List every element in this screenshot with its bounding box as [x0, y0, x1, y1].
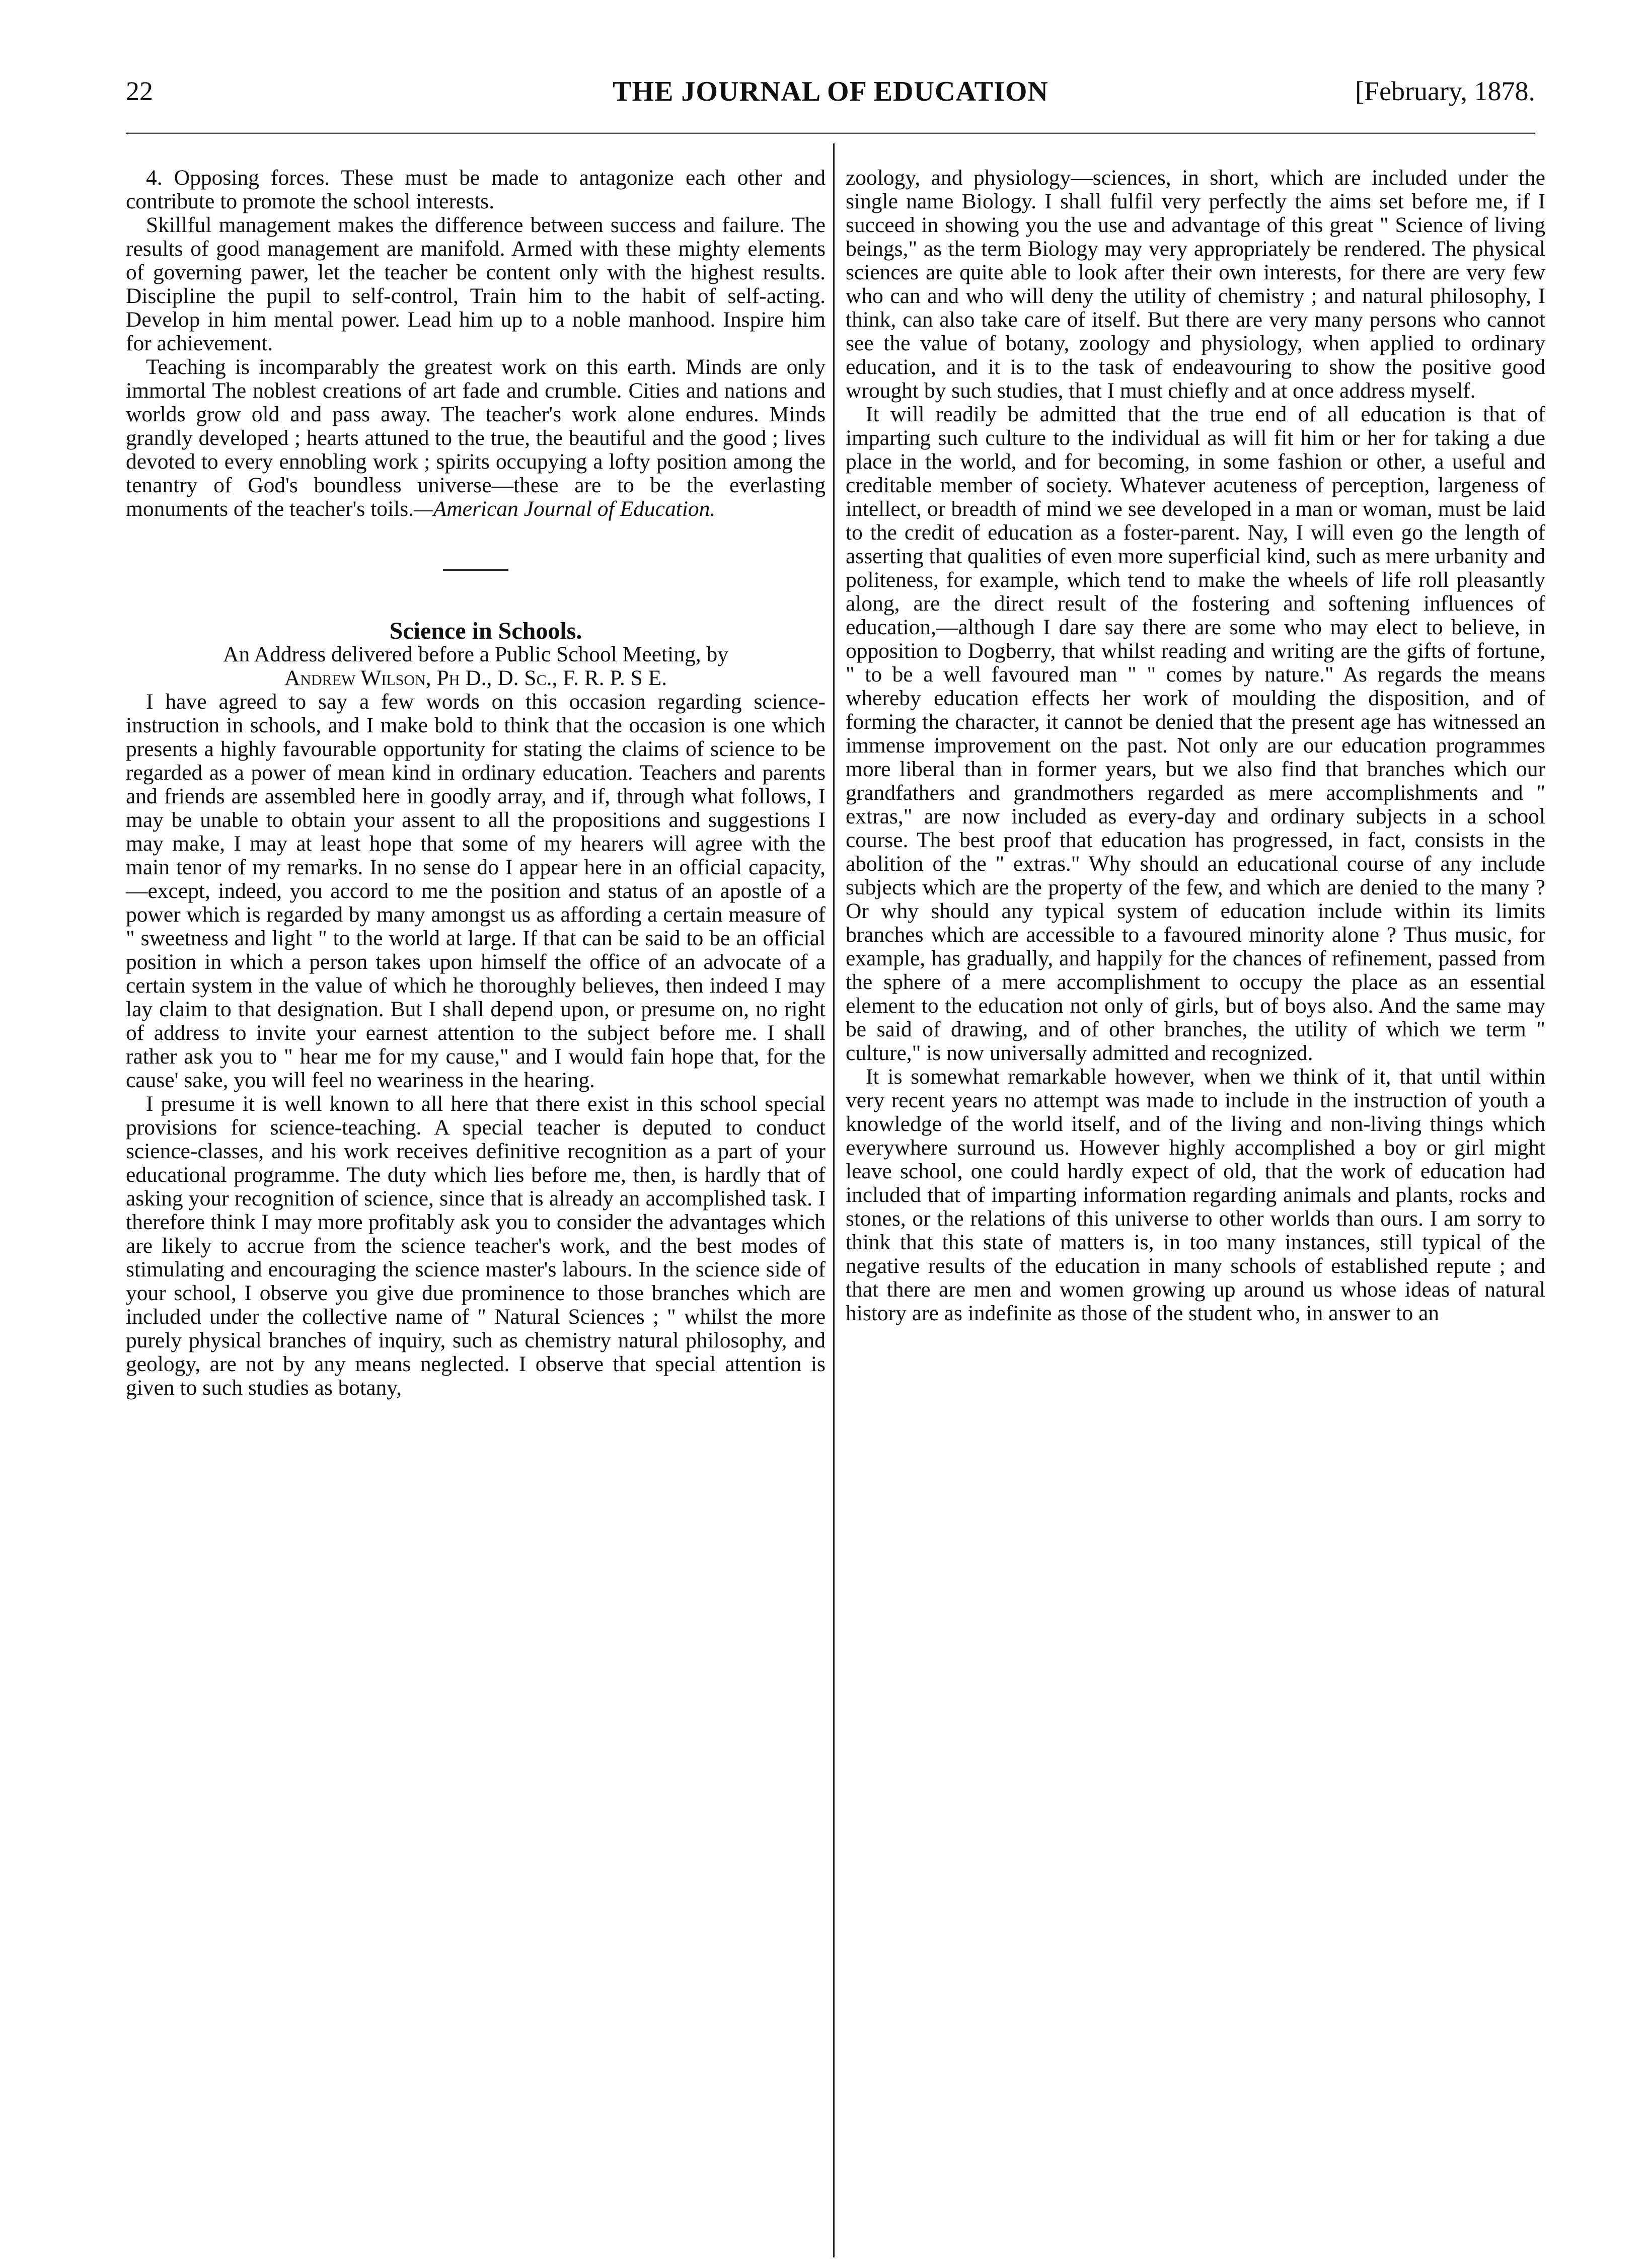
- left-column: [126, 166, 826, 1400]
- paragraph-agreed-to-say: I have agreed to say a few words on this occasion regarding science-instruction in schools, and I make bold to think that the occasion is one which presents a highly favourable opportunity for stating the claims of science to be regarded as a power of mean kind in ordinary education. Teachers and parents and friends are assembled here in goodly array, and if, through what follows, I may be unable to obtain your assent to all the propositions and suggestions I may make, I may at least hope that some of my hearers will agree with the main tenor of my remarks. In no sense do I appear here in an official capacity,—except, indeed, you accord to me the position and status of an apostle of a power which is regarded by many amongst us as affording a certain measure of " sweetness and light " to the world at large. If that can be said to be an official position in which a person takes upon himself the office of an advocate of a certain system in the value of which he thoroughly believes, then indeed I may lay claim to that designation. But I shall depend upon, or presume on, no right of address to invite your earnest attention to the subject before me. I shall rather ask you to " hear me for my cause," and I would fain hope that, for the cause' sake, you will feel no weariness in the hearing.: [126, 690, 826, 1092]
- page-number: 22: [126, 76, 153, 106]
- paragraph-opposing-forces: 4. Opposing forces. These must be made to antagonize each other and contribute to promote the school interests.: [126, 166, 826, 213]
- paragraph-biology: zoology, and physiology—sciences, in short, which are included under the single name Biology. I shall fulfil very perfectly the aims set before me, if I succeed in showing you the use and advantage of this great " Science of living beings," as the term Biology may very appropriately be rendered. The physical sciences are quite able to look after their own interests, for there are very few who can and who will deny the utility of chemistry ; and natural philosophy, I think, can also take care of itself. But there are very many persons who cannot see the value of botany, zoology and physiology, when applied to ordinary education, and it is to the task of endeavouring to show the positive good wrought by such studies, that I must chiefly and at once address myself.: [846, 166, 1545, 403]
- header-rule: [126, 132, 1535, 134]
- paragraph-science-teaching: I presume it is well known to all here that there exist in this school special provisions for science-teaching. A special teacher is deputed to conduct science-classes, and his work receives definitive recognition as a part of your educational programme. The duty which lies before me, then, is hardly that of asking your recognition of science, since that is already an accomplished task. I therefore think I may more profitably ask you to consider the advantages which are likely to accrue from the science teacher's work, and the best modes of stimulating and encouraging the science master's labours. In the science side of your school, I observe you give due prominence to those branches which are included under the collective name of " Natural Sciences ; " whilst the more purely physical branches of inquiry, such as chemistry natural philosophy, and geology, are not by any means neglected. I observe that special attention is given to such studies as botany,: [126, 1092, 826, 1400]
- paragraph-teaching: [126, 355, 826, 521]
- article-byline: [126, 643, 826, 690]
- byline-author: Andrew Wilson, Ph D., D. Sc., F. R. P. S E.: [284, 666, 667, 690]
- page-header: [126, 75, 1535, 121]
- right-column: [846, 166, 1545, 1325]
- journal-title: THE JOURNAL OF EDUCATION: [613, 76, 1048, 107]
- paragraph-true-end-of-education: It will readily be admitted that the true end of all education is that of imparting such culture to the individual as will fit him or her for taking a due place in the world, and for becoming, in some fashion or other, a useful and creditable member of society. Whatever acuteness of perception, largeness of intellect, or breadth of mind we see developed in a man or woman, must be laid to the credit of education as a foster-parent. Nay, I will even go the length of asserting that qualities of even more superficial kind, such as mere urbanity and politeness, for example, which tend to make the wheels of life roll pleasantly along, are the direct result of the fostering and softening influences of education,—although I dare say there are some who may elect to believe, in opposition to Dogberry, that whilst reading and writing are the gifts of fortune, " to be a well favoured man " " comes by nature." As regards the means whereby education effects her work of moulding the disposition, and of forming the character, it cannot be denied that the present age has witnessed an immense improvement on the past. Not only are our education programmes more liberal than in former years, but we also find that branches which our grandfathers and grandmothers regarded as mere accomplishments and " extras," are now included as every-day and ordinary subjects in a school course. The best proof that education has progressed, in fact, consists in the abolition of the " extras." Why should an educational course of any include subjects which are the property of the few, and which are denied to the many ? Or why should any typical system of education include within its limits branches which are accessible to a favoured minority alone ? Thus music, for example, has gradually, and happily for the chances of refinement, passed from the sphere of a mere accomplishment to occupy the place as an essential element to the education not only of girls, but of boys also. And the same may be said of drawing, and of other branches, the utility of which we term " culture," is now universally admitted and recognized.: [846, 402, 1545, 1065]
- issue-date: [February, 1878.: [1355, 76, 1535, 106]
- source-attribution: —American Journal of Education.: [414, 497, 716, 521]
- section-title: Science in Schools.: [389, 618, 582, 644]
- paragraph-knowledge-of-world: It is somewhat remarkable however, when we think of it, that until within very recent years no attempt was made to include in the instruction of youth a knowledge of the world itself, and of the living and non-living things which everywhere surround us. However highly accomplished a boy or girl might leave school, one could hardly expect of old, that the work of education had included that of imparting information regarding animals and plants, rocks and stones, or the relations of this universe to other worlds than ours. I am sorry to think that this state of matters is, in too many instances, still typical of the negative results of the education in many schools of established repute ; and that there are men and women growing up around us whose ideas of natural history are as indefinite as those of the student who, in answer to an: [846, 1065, 1545, 1325]
- byline-lead: An Address delivered before a Public School Meeting, by: [223, 642, 728, 666]
- paragraph-teaching-text: Teaching is incomparably the greatest work on this earth. Minds are only immortal The noblest creations of art fade and crumble. Cities and nations and worlds grow old and pass away. The teacher's work alone endures. Minds grandly developed ; hearts attuned to the true, the beautiful and the good ; lives devoted to every ennobling work ; spirits occupying a lofty position among the tenantry of God's boundless universe—these are to be the everlasting monuments of the teacher's toils.: [126, 355, 826, 521]
- paragraph-skillful-management: Skillful management makes the difference between success and failure. The results of good management are manifold. Armed with these mighty elements of governing pawer, let the teacher be content only with the highest results. Discipline the pupil to self-control, Train him to the habit of self-acting. Develop in him mental power. Lead him up to a noble manhood. Inspire him for achievement.: [126, 213, 826, 355]
- column-divider: [833, 143, 835, 2257]
- section-divider: [443, 569, 508, 571]
